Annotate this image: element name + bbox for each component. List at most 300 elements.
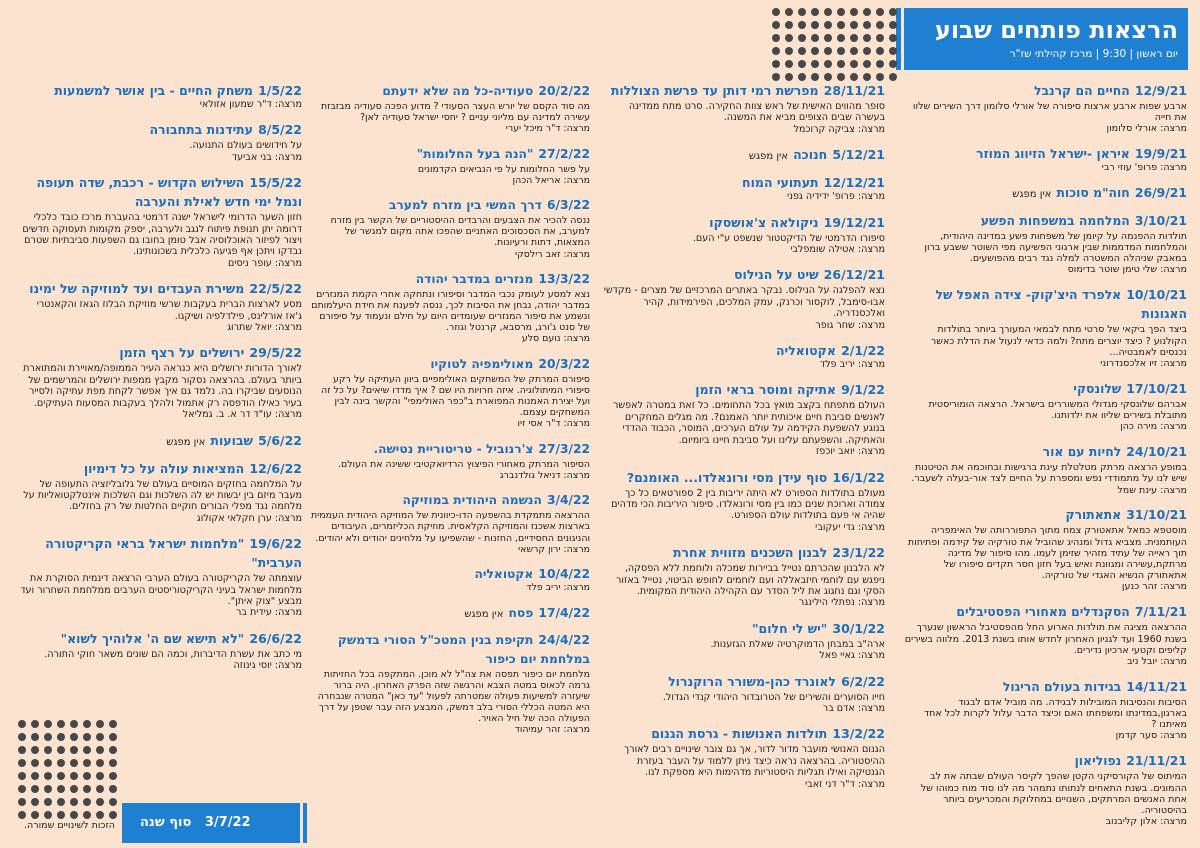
lecture-item — [310, 143, 590, 186]
lecture-description: על פשר החלומות על פי הנביאים הקדמונים — [417, 163, 590, 175]
decor-dot — [876, 60, 884, 68]
lecture-item — [603, 618, 885, 662]
page-subtitle: יום ראשון | 9:30 | מרכז קהילתי שז"ר — [1009, 48, 1178, 60]
lecture-description: חזון השער הדרומי לישראל ישנה דרמטי בהעברת מרכז כובד כלכלי דרומה יתן תנופת פיתוח לנגב ולערבה, יספק מקומות תעסוקה חדשים ויצור לפיזור האוכלוסיה אבל טומן בחובו גם השפעות סביבתיות שטרם נבדקו ויתכן אף פגיעה כלכלית בשכונותינו. — [22, 212, 302, 258]
lecture-date: 31/10/21 — [1126, 508, 1187, 523]
decor-dot — [889, 34, 897, 42]
lecture-description: לאורך הדורות ירושלים היא כנראה העיר הממופה/מאויירת והמתוארת ביותר בעולם. בהרצאה נסקור מקבץ ממפות ירושלים והמרשמים של הנוסעים שביקרו בה. נלמד גם איך אפשר לקחת מפת עתיקה ולסייר בעיר כאילו הודפסה רק אתמול ולהלך בעקבות המסעות העתיקים. — [23, 363, 302, 409]
lecture-title: אקטואליה — [474, 567, 534, 582]
lecture-heading — [310, 563, 590, 582]
lecture-heading — [603, 671, 885, 690]
lecture-title: "הנה בעל החלומות" — [416, 146, 534, 161]
decor-dot — [96, 785, 104, 793]
lecture-description: מסע לארצות הברית בעקבות שרשי מוזיקת הבלוז הגאז והקאנטרי ג'אז אורלינס, פילדלפיה ושיקגו. — [36, 299, 302, 322]
lecture-heading — [20, 628, 302, 647]
lecture-heading — [20, 533, 302, 571]
lecture-heading — [20, 342, 302, 361]
lecture-heading — [20, 458, 302, 477]
lecture-item — [310, 194, 590, 259]
lecture-date: 13/3/22 — [538, 272, 590, 287]
decor-dot — [18, 798, 26, 806]
decor-dot — [863, 21, 871, 29]
decor-dot — [109, 759, 117, 767]
lecture-date: 6/2/22 — [841, 673, 885, 689]
lecture-item — [903, 210, 1187, 276]
lecture-item — [20, 628, 302, 672]
lecture-heading — [310, 80, 590, 99]
lecture-item — [603, 671, 885, 715]
lecture-heading — [903, 504, 1187, 523]
no-meeting-note: אין מפגש — [1012, 189, 1052, 201]
lecture-item — [20, 172, 302, 269]
lecture-title: משירת העבדים ועד למוזיקה של ימינו — [29, 281, 245, 297]
lecture-heading — [310, 194, 590, 213]
lecture-title: סעודיה-כל מה שלא ידעתם — [382, 84, 534, 98]
lecture-item — [903, 80, 1187, 135]
lecturer-name: מרצה: צביקה קרוכמל — [793, 123, 885, 135]
lecture-title: החיים הם קרנבל — [1033, 84, 1130, 98]
lecturer-name: מרצה: ערן חקלאי אקולוג — [196, 512, 302, 524]
lecture-date: 10/10/21 — [1126, 288, 1187, 303]
lecture-item — [310, 602, 590, 621]
lecture-description: ארבע שפות ארבע ארצות סיפורה של אורלי סלומון דרך השירים שלוו את חייה — [912, 101, 1187, 124]
lecturer-name: מרצה: יריב פלד — [526, 582, 590, 594]
decor-dot — [837, 8, 845, 16]
lecture-date: 26/12/21 — [823, 267, 885, 283]
lecture-item — [903, 750, 1187, 827]
decor-dot — [44, 720, 52, 728]
decor-dot — [31, 746, 39, 754]
decor-dot — [772, 21, 780, 29]
decor-dot — [31, 811, 39, 819]
lecture-heading — [603, 144, 885, 163]
decor-dot — [96, 772, 104, 780]
lecture-title: אתאתורק — [1065, 508, 1122, 523]
lecture-date: 22/5/22 — [249, 281, 302, 297]
lecture-date: 19/12/21 — [823, 214, 885, 230]
lecture-heading — [903, 210, 1187, 229]
lecture-heading — [310, 143, 590, 162]
decor-dot — [837, 60, 845, 68]
lecture-heading — [903, 378, 1187, 397]
decor-dot — [31, 759, 39, 767]
decor-dot — [18, 733, 26, 741]
decor-dot — [109, 785, 117, 793]
lecture-heading — [20, 80, 302, 99]
decor-dot — [83, 811, 91, 819]
lecture-heading — [903, 284, 1187, 322]
lecture-date: 26/6/22 — [249, 630, 302, 646]
lecture-item — [20, 119, 302, 163]
lecture-title: תולדות האנושות - גרסת הגנום — [651, 726, 828, 742]
lecture-date: 3/4/22 — [546, 493, 590, 508]
lecturer-name: מרצה: זאב רילסקי — [515, 248, 590, 260]
lecture-date: 27/2/22 — [538, 146, 590, 161]
decor-dot — [863, 8, 871, 16]
decor-dot — [798, 60, 806, 68]
lecture-item — [20, 458, 302, 525]
lecture-date: 8/5/22 — [258, 122, 302, 138]
lecture-title: לאונרד כהן-משורר הרוקנרול — [668, 673, 836, 689]
lecture-item — [310, 438, 590, 481]
lecture-title: בגידות בעולם הריגול — [1002, 679, 1122, 694]
decor-dot — [44, 733, 52, 741]
decor-dot — [876, 21, 884, 29]
lecturer-name: מרצה: אלון קליבנוב — [1105, 816, 1187, 828]
lecturer-name: מרצה: דניאל גולדנברג — [499, 469, 590, 481]
lecture-date: 24/4/22 — [538, 632, 590, 647]
lecture-description: סופר מהווים האישית של ראש צוות החקירה. סרט מתח ממדינה בעשרה שבים הצופים מביא את המשנה. — [628, 101, 885, 124]
lecture-description: הסיפור המרתק מאחורי הפיצוץ הרדיואקטיבי ששינה את העולם. — [338, 458, 590, 470]
lecture-heading — [20, 430, 302, 449]
lecturer-name: מרצה: יוסי גינוזה — [233, 660, 302, 672]
lecture-title: הסקנדלים מאחורי הפסטיבלים — [956, 605, 1130, 620]
lecture-date: 23/1/22 — [832, 545, 885, 561]
lecturer-name: מרצה: אטילה שומפלבי — [790, 244, 885, 256]
lecture-description: מי כתב את עשרת הדיברות, וכמה הם שונים משאר חוקי התורה. — [44, 648, 302, 660]
decor-dot — [109, 798, 117, 806]
lecture-title: שיט על הנילוס — [734, 267, 819, 283]
lecture-title: עתידנות בתחבורה — [149, 122, 253, 138]
lecture-date: 1/5/22 — [258, 83, 302, 98]
lecture-item — [603, 379, 885, 457]
decor-dot — [785, 47, 793, 55]
lecturer-name: מרצה: גדי יעקובי — [815, 521, 885, 533]
lecture-title: תעתועי המוח — [742, 175, 819, 191]
decor-dot — [109, 746, 117, 754]
header-banner — [904, 8, 1188, 70]
lecturer-name: מרצה: סער קדמן — [1115, 730, 1187, 742]
lecture-date: 17/10/21 — [1126, 381, 1187, 396]
lecture-item — [20, 533, 302, 619]
decor-dot — [850, 47, 858, 55]
no-meeting-note: אין מפגש — [464, 608, 504, 620]
lecture-item — [603, 264, 885, 331]
decor-dot — [44, 811, 52, 819]
decor-dot — [785, 60, 793, 68]
lecture-title: אתיקה ומוסר בראי הזמן — [695, 382, 836, 398]
column-1 — [903, 80, 1187, 836]
decor-dot — [850, 34, 858, 42]
lecture-date: 7/11/21 — [1134, 605, 1187, 620]
lecturer-name: מרצה: עופר ניסים — [228, 257, 302, 269]
decor-dot — [18, 746, 26, 754]
lecture-item — [603, 172, 885, 202]
rights-note: הזכות לשינויים שמורה. — [24, 820, 115, 831]
decor-dot — [772, 47, 780, 55]
lecture-title: מאולימפיה לטוקיו — [430, 356, 534, 371]
lecture-item — [603, 340, 885, 370]
decor-dot — [811, 34, 819, 42]
decor-dot — [96, 759, 104, 767]
lecture-title: חוה"מ סוכות — [1056, 186, 1130, 201]
decor-dot — [70, 785, 78, 793]
decor-dot — [57, 798, 65, 806]
lecture-description: על חידושים בעולם התנועה. — [189, 140, 302, 152]
lecture-item — [603, 144, 885, 163]
lecture-item — [310, 629, 590, 736]
lecture-heading — [903, 182, 1187, 201]
lecture-heading — [903, 750, 1187, 769]
decor-dot — [70, 811, 78, 819]
decor-dot — [837, 21, 845, 29]
lecture-title: דרך המשי בין מזרח למערב — [388, 198, 542, 213]
decor-dot — [44, 785, 52, 793]
decor-dot — [44, 772, 52, 780]
lecture-item — [310, 80, 590, 134]
decor-dot — [772, 8, 780, 16]
decor-dot — [18, 759, 26, 767]
decor-dot — [798, 8, 806, 16]
decor-dot — [57, 759, 65, 767]
lecture-title: סוף עידן מסי ורונאלדו... האומנם? — [626, 469, 828, 485]
lecture-description: אברהם שלונסקי מגדולי המשוררים בישראל. הרצאה הומוריסטית מתובלת בשירים שליוו את ילדותנו. — [928, 398, 1187, 422]
lecturer-name: מרצה: אדם בר — [822, 702, 885, 714]
decor-dot — [811, 60, 819, 68]
lecture-date: 5/6/22 — [258, 432, 302, 448]
lecture-description: לא הלבנון שהכרתם נטייל בביירות שמכלה ולוחמת ללא הפסקה, ניפגש עם לוחמי חיזבאללה ועם לוחמים לחופש הביטוי, נטייל באזור הסקי וגם נחגוג את ליל הסדר עם הקהילה היהודית המקומית. — [616, 563, 885, 597]
column-3 — [310, 80, 590, 744]
lecturer-name: מרצה: זיו אלכסנדרוני — [1100, 357, 1187, 369]
lecturer-name: מרצה: יואל שתרוג — [227, 322, 302, 334]
lecture-date: 16/1/22 — [832, 469, 885, 485]
decor-dot — [96, 720, 104, 728]
lecture-heading — [903, 441, 1187, 460]
lecturer-name: מרצה: גאיי פאל — [819, 650, 885, 662]
lecture-item — [903, 182, 1187, 201]
lecture-description: ארה"ב במבחן הדמוקרטיה שאלת הגזענות. — [710, 638, 885, 650]
lecture-heading — [603, 542, 885, 561]
footer-title: סוף שנה — [140, 815, 192, 830]
lecture-title: לחיות עם אור — [1042, 445, 1122, 460]
lecture-date: 17/4/22 — [538, 605, 590, 620]
lecture-title: "יש לי חלום" — [752, 620, 828, 636]
lecture-item — [310, 489, 590, 554]
decor-dot — [83, 759, 91, 767]
lecturer-name: מרצה: זהר עמיהוד — [514, 724, 590, 736]
lecturer-name: מרצה: בני אביעד — [231, 151, 302, 163]
no-meeting-note: אין מפגש — [748, 151, 788, 163]
decor-dot — [850, 8, 858, 16]
decor-dot — [83, 720, 91, 728]
decor-dot — [57, 746, 65, 754]
decor-dot — [824, 8, 832, 16]
lecture-description: נצא למסע לעומק נכבי המדבר וסיפורו ונתחקה אחרי הקמת המנזרים במדבר יהודה, נבחן את הסיבות לכך, ננסה לפענח את חידת היעלמותם ונשמע את סיפור המנזרים שעומדים היום על חילם ונעמוד על סיפורם של סנט ג'ורג, מרסבא, קרנטל וגוזר. — [311, 289, 590, 334]
lecture-item — [20, 430, 302, 449]
no-meeting-note: אין מפגש — [166, 436, 206, 448]
lecture-description: מלחמת יום כיפור תפסה את צה"ל לא מוכן. המתקפה בכל החזיתות גרמה לכאוס במטה הצבא והרגשה שזה הפרק האחרון. היה ברור שיעזרה למשיעות פעולה שמטרתה לפעול "עד כאן" המטרה שנבחרה היא המטה הכללי הסורי בלב דמשק, המבצע הזה עבר שטפן על דרך הפעולה הכה של חיל האויר. — [317, 668, 590, 725]
lecture-heading — [310, 438, 590, 457]
decor-dot — [785, 8, 793, 16]
lecturer-name: מרצה: שחר גופר — [815, 319, 885, 331]
decor-dot — [83, 746, 91, 754]
lecture-item — [603, 80, 885, 135]
lecturer-name: מרצה: נפתלי הילינגר — [798, 597, 885, 609]
decor-dot — [811, 47, 819, 55]
lecture-heading — [603, 618, 885, 637]
lecture-item — [603, 723, 885, 790]
lecture-description: ביצד הפך ביקאי של סרטי מתח לבמאי המעורך ביותר בתולדות הקולנוע ? כיצד יוצרים מתח? ולמה כדאי לנעול את הדלת כאשר נכנסים לאמבטיה... — [930, 324, 1187, 358]
lecture-heading — [603, 379, 885, 398]
decor-dot — [850, 21, 858, 29]
lecture-heading — [310, 629, 590, 667]
lecture-date: 3/10/21 — [1134, 213, 1187, 228]
lecture-heading — [20, 278, 302, 297]
lecture-description: עוצמתה של הקריקטורה בעולם הערבי הרצאה דינמית הסוקרת את מלחמות ישראל בעיני הקריקטוריסטים הערבים ממלחמת השחרור ועד מבצע "צוק איתן". — [20, 573, 302, 607]
decor-dot — [889, 21, 897, 29]
column-4 — [20, 80, 302, 681]
decor-dot — [837, 34, 845, 42]
footer-date: 3/7/22 — [204, 815, 251, 830]
decor-dot — [70, 746, 78, 754]
lecture-item — [20, 342, 302, 420]
lecture-date: 30/1/22 — [832, 620, 885, 636]
lecture-heading — [310, 602, 590, 621]
lecturer-name: מרצה: יואב יוכפז — [815, 446, 885, 458]
lecture-heading — [903, 601, 1187, 620]
decor-dot — [876, 47, 884, 55]
lecture-date: 19/9/21 — [1134, 147, 1187, 162]
lecture-heading — [603, 264, 885, 283]
lecturer-name: מרצה: אורלי סלומון — [1106, 123, 1187, 135]
decor-dot — [70, 733, 78, 741]
lecture-description: במופע הרצאה מרתק מטלטלת עינת ברגישות ובחוכמה את הטיטנות שיש לנו על מתמודדי נפש ומספרת על החיים לצד אור-בעלה לשעבר. — [911, 462, 1187, 485]
decor-dot — [889, 8, 897, 16]
decor-dot — [863, 34, 871, 42]
lecturer-name: מרצה: ד"ר אסי זיו — [517, 418, 590, 430]
lecture-date: 29/5/22 — [249, 345, 302, 361]
decor-dot — [31, 733, 39, 741]
lecture-title: תקיפת בנין המטכ"ל הסורי בדמשק במלחמת יום כיפור — [337, 632, 590, 666]
lecture-date: 24/10/21 — [1126, 445, 1187, 460]
decor-dot — [109, 720, 117, 728]
lecture-heading — [903, 676, 1187, 695]
page-title: הרצאות פותחים שבוע — [934, 16, 1178, 44]
lecture-description: סיפורו הדרמטי של הדיקטטור שנשפט ע"י העם. — [692, 232, 885, 244]
lecturer-name: מרצה: פרופ' עוזי רבי — [1101, 162, 1187, 174]
lecture-description: על המלחמה בחזקים המוסיים בעולם של גלובליזציה התעופה של מעבר מיזם בין יבשות יש לה השלכות וגם השלכות אינטלקטואליות על מלחמה נגד מפלי הבורים חוקיים החלטות של רק בחזלים. — [23, 478, 302, 513]
lecture-heading — [603, 723, 885, 742]
lecturer-name: מרצה: נועם סלע — [521, 333, 590, 345]
lecture-title: לבנון השכנים מזווית אחרת — [672, 545, 828, 561]
lecture-date: 15/5/22 — [249, 175, 302, 191]
decor-dot — [876, 34, 884, 42]
lecture-heading — [310, 353, 590, 372]
lecturer-name: מרצה: יובל ניב — [1127, 655, 1187, 667]
decor-dot — [811, 21, 819, 29]
decor-dot — [57, 733, 65, 741]
decor-dot — [18, 811, 26, 819]
lecture-date: 21/11/21 — [1126, 754, 1187, 769]
lecture-date: 20/3/22 — [538, 356, 590, 371]
decor-dot — [837, 47, 845, 55]
decor-dot — [70, 772, 78, 780]
lecture-item — [603, 542, 885, 609]
lecturer-name: מרצה: שלי טימן שוטר בדימוס — [1067, 264, 1187, 276]
lecturer-name: מרצה: עידית בר — [235, 607, 302, 619]
lecture-description: המיתוס של הקורסיקני הקטן שהפך לקיסר העולם שבתה את לב ההמונים. בשנת התאחים לנתותו נתמהר מה לנו סוד מוח כמוהו של אחת האנשים המרתקים, השנויים במחלוקת והמכריעים ביותר בהיסטוריה. — [920, 771, 1187, 816]
decor-dot — [44, 798, 52, 806]
decor-dot — [772, 60, 780, 68]
lecture-date: 6/3/22 — [546, 198, 590, 213]
decor-dot — [876, 8, 884, 16]
decor-dot — [31, 798, 39, 806]
decor-dot — [798, 34, 806, 42]
lecture-description: סיפורם המרתק של המשחקים האולימפיים ביוון העתיקה על רקע סיפורי המיתולוגיה. איזה חרויות היו שם ? איך מדדו שיאים? על כל זה ועל יצירת האמנות המפוארת ב"כפר האולימפי" והקשר בינה לבין המשחקים עצמם. — [321, 373, 590, 419]
lecture-date: 20/2/22 — [538, 84, 590, 98]
lecture-heading — [603, 80, 885, 99]
lecture-item — [903, 378, 1187, 433]
lecture-title: "מלחמות ישראל בראי הקריקטורה הערבית" — [45, 536, 302, 571]
lecture-description: מעולם בתולדות הספורט לא היתה יריבות בין 2 ספורטאים כל כך צמודה וארוכת שנים כמו בין מסי ורונאלדו. סיפור היריבות הכי מדהים שהיה אי פעם בתולדות עולם הספורט. — [611, 487, 885, 522]
lecture-title: מפרשת רמי דותן עד פרשת הצוללות — [610, 83, 819, 98]
lecture-date: 27/3/22 — [538, 441, 590, 456]
decor-dot — [824, 21, 832, 29]
decor-dot — [772, 34, 780, 42]
decor-dot — [18, 772, 26, 780]
lecture-date: 10/4/22 — [538, 567, 590, 582]
lecture-description: תולדות ההפנמה על קיומן של משפחות פשע במדינה היהודית, והמלחמות המדממות שבין ארגוני הפשיעה מפי השוטר ששבע ברון במאבק שניהלה המשטרה למלה נגד רבים מהפושעים. — [924, 230, 1187, 265]
lecture-title: הנשמה היהודית במוזיקה — [402, 493, 542, 508]
lecture-title: המציאות עולה על כל דימיון — [83, 460, 245, 476]
lecturer-name: מרצה: ד"ר דני זאבי — [805, 778, 885, 790]
lecture-date: 12/12/21 — [823, 175, 885, 191]
lecture-item — [310, 353, 590, 429]
decor-dot — [785, 21, 793, 29]
lecture-description: נצא להפלגה על הנילוס. נבקר באתרים המרכזיים של מצרים - מקדשי אבו-סימבל, לוקסור וכרנק, עמק המלכים, הפירמידות, קהיר ואלכסנדריה. — [603, 285, 885, 320]
decor-dot — [798, 21, 806, 29]
lecture-heading — [310, 268, 590, 287]
lecturer-name: מרצה: אריאל הכהן — [512, 174, 590, 186]
lecture-item — [903, 601, 1187, 667]
lecture-title: ניקולאה צ'אושסקו — [709, 214, 819, 230]
lecture-date: 12/9/21 — [1134, 84, 1187, 98]
lecture-description: ההרצאה מתמקדת בהשפעה הדו-כיוונית של המוזיקה היהודית העממית בארצות אשכנז והמוזיקה הקלאסית. מוזיקת הכליזמרים, העיבודים והניגונים החסידיים, החזנות - שהשפיעו על מלחינים יהודים ולא יהודים. — [311, 510, 590, 544]
decor-dot — [96, 746, 104, 754]
lecturer-name: מרצה: זהר כנען — [1121, 581, 1187, 593]
lecturer-name: מרצה: מירה כהן — [1120, 421, 1187, 433]
decor-dot — [31, 785, 39, 793]
lecture-heading — [903, 80, 1187, 99]
lecture-date: 5/12/21 — [832, 147, 885, 163]
decor-dot — [57, 811, 65, 819]
lecture-date: 26/9/21 — [1134, 186, 1187, 201]
decor-dot — [798, 47, 806, 55]
lecture-title: אלפרד היצ'קוק- צידה האפל של האגונות — [935, 288, 1187, 322]
decor-dot — [785, 34, 793, 42]
decor-dot — [889, 47, 897, 55]
lecture-item — [903, 676, 1187, 742]
lecture-date: 12/6/22 — [249, 460, 302, 476]
decor-dot — [109, 733, 117, 741]
decor-dot — [824, 47, 832, 55]
decor-dot — [811, 8, 819, 16]
footer-label — [140, 815, 251, 830]
lecture-item — [20, 278, 302, 333]
lecture-item — [310, 268, 590, 344]
decor-dot — [44, 759, 52, 767]
lecture-heading — [310, 489, 590, 508]
decor-dot — [57, 785, 65, 793]
decor-dot — [44, 746, 52, 754]
lecture-description: מה סוד הקסם של יורש העצר הסעודי ? מדוע הפכה סעודיה מבזבזת עשירה למדינה עם מליוני עניים ? יחסי ישראל סעודיה לאן? — [320, 101, 590, 124]
decor-dot — [109, 811, 117, 819]
lecture-description: ההרצאה מציגה את תולדות הארוע החל מהפסטיבל הראשון שנערך בשנת 1960 ועד לגניון האחרון לחדש אותו בשנת 2013. מלווה בשירים קליפים וקטעי ארכיון נדירים. — [904, 622, 1187, 656]
decor-dot — [863, 60, 871, 68]
lecture-heading — [603, 340, 885, 359]
lecture-description: חייו הסוערים והשירים של הטרובדור היהודי קנדי הגדול. — [662, 691, 885, 703]
lecture-title: השילוש הקדוש - רכבת, שדה תעופה ונמל ימי חדש לאילת והערבה — [36, 175, 302, 210]
